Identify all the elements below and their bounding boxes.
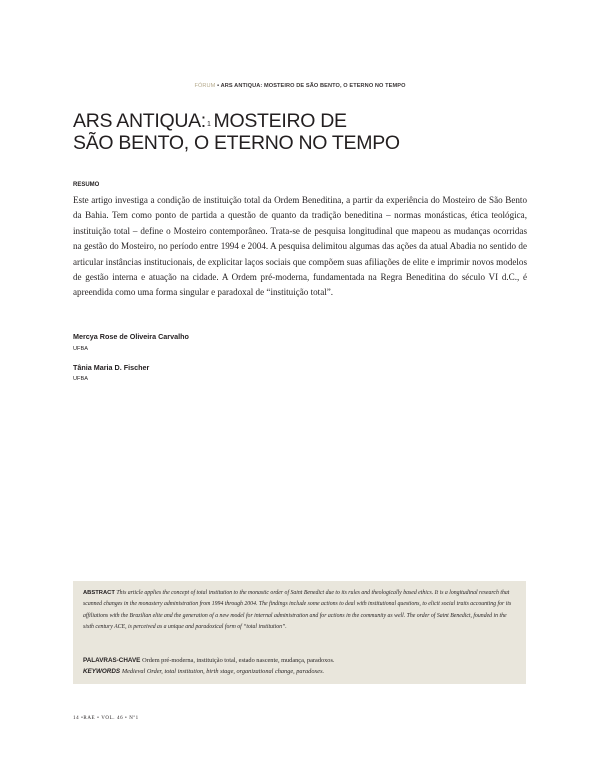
article-title xyxy=(73,111,543,154)
abstract-label: ABSTRACT xyxy=(83,590,115,596)
journal-volume: • VOL. 46 xyxy=(97,716,124,721)
running-header xyxy=(0,83,600,89)
title-line-2: SÃO BENTO, O ETERNO NO TEMPO xyxy=(73,131,400,154)
page-footer xyxy=(73,716,139,721)
abstract-paragraph xyxy=(83,588,516,633)
abstract-text: This article applies the concept of total institution to the monastic order of Saint Benedict due to its rules and theologically based ethics. It is a longitudinal research that scanned changes in the monastery administration from 1994 through 2004. The findings include some actions to deal with institutional questions, to elicit social traits accounting for its affiliations with the Brazilian elite and the generation of a new model for internal administration and for actions in the community as well. The order of Saint Benedict, founded in the sixth century ACE, is perceived as a unique and paradoxical form of “total institution”. xyxy=(83,590,512,630)
palavras-chave-text: Ordem pré-moderna, instituição total, estado nascente, mudança, paradoxos. xyxy=(142,657,335,664)
keywords-text: Medieval Order, total institution, birth stage, organizational change, paradoxes. xyxy=(121,668,325,675)
keywords-label: KEYWORDS xyxy=(83,668,121,675)
journal-name: •RAE xyxy=(81,716,96,721)
palavras-chave-line xyxy=(83,657,516,664)
title-part-1: ARS ANTIQUA: xyxy=(73,110,206,132)
title-part-2: MOSTEIRO DE xyxy=(213,110,347,132)
journal-issue: • Nº1 xyxy=(125,716,139,721)
resumo-text: Este artigo investiga a condição de instituição total da Ordem Beneditina, a partir da experiência do Mosteiro de São Bento da Bahia. Tem como ponto de partida a questão de quanto da tradição beneditina – normas monásticas, ética teológica, instituição total – define o Mosteiro contemporâneo. Trata-se de pesquisa longitudinal que mapeou as mudanças ocorridas na gestão do Mosteiro, no período entre 1994 e 2004. A pesquisa delimitou algumas das ações da atual Abadia no sentido de articular instâncias institucionais, de explicitar laços sociais que compõem suas afiliações de elite e imprimir novos modelos de gestão interna e atuação na cidade. A Ordem pré-moderna, fundamentada na Regra Beneditina do século VI d.C., é apreendida como uma forma singular e paradoxal de “instituição total”. xyxy=(73,195,527,298)
author-name-2: Tânia Maria D. Fischer xyxy=(73,363,150,372)
resumo-heading: RESUMO xyxy=(73,182,100,188)
header-separator: • xyxy=(217,83,220,89)
author-name-1: Mercya Rose de Oliveira Carvalho xyxy=(73,332,189,341)
keywords-line xyxy=(83,668,516,675)
section-label: FÓRUM xyxy=(194,83,216,89)
author-affiliation-2: UFBA xyxy=(73,376,88,382)
running-title: ARS ANTIQUA: MOSTEIRO DE SÃO BENTO, O ETERNO NO TEMPO xyxy=(220,83,406,89)
page-number: 14 xyxy=(73,716,80,721)
palavras-chave-label: PALAVRAS-CHAVE xyxy=(83,657,141,664)
title-footnote-marker: 1 xyxy=(206,121,211,128)
abstract-box xyxy=(73,581,526,684)
author-affiliation-1: UFBA xyxy=(73,346,88,352)
